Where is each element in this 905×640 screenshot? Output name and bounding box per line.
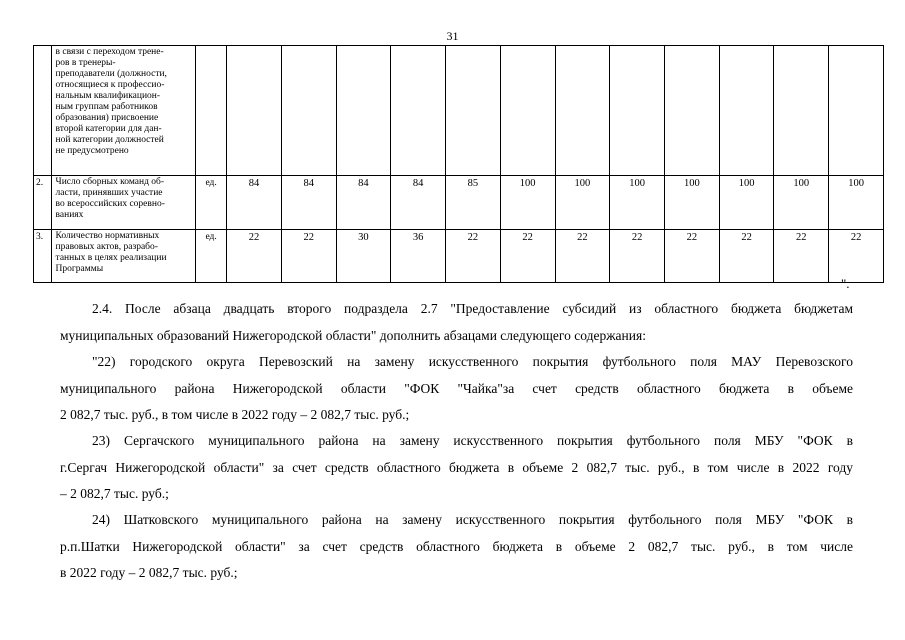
description-line: во всероссийских соревно-	[55, 199, 165, 209]
paragraph-line: г.Сергач Нижегородской области" за счет средств областного бюджета в объеме 2 082,7 тыс. руб., в том числе в 2022 году	[60, 459, 853, 475]
value-cell	[281, 46, 336, 176]
description-line: ров в тренеры-	[55, 58, 116, 68]
value-cell	[664, 46, 719, 176]
value-cell: 100	[719, 176, 774, 230]
value-cell: 22	[555, 230, 610, 283]
value-cell: 22	[227, 230, 282, 283]
table-row	[34, 176, 884, 230]
description-line: ной категории должностей	[55, 135, 164, 145]
row-index: 3.	[34, 230, 52, 283]
paragraph-item-22	[60, 349, 853, 429]
value-cell: 100	[829, 176, 884, 230]
unit-cell: ед.	[196, 176, 227, 230]
value-cell: 22	[829, 230, 884, 283]
indicator-description	[51, 230, 196, 283]
value-cell: 22	[774, 230, 829, 283]
description-line: Количество нормативных	[55, 231, 160, 241]
paragraph-2-4	[60, 296, 853, 349]
value-cell: 36	[391, 230, 446, 283]
value-cell: 22	[500, 230, 555, 283]
value-cell: 22	[446, 230, 501, 283]
paragraph-line: 24) Шатковского муниципального района на замену искусственного покрытия футбольного поля МБУ "ФОК в	[92, 512, 853, 527]
value-cell: 84	[281, 176, 336, 230]
closing-quote: ".	[841, 276, 850, 291]
paragraph-line: 2.4. После абзаца двадцать второго подраздела 2.7 "Предоставление субсидий из областного бюджета бюджетам	[92, 301, 853, 316]
description-line: второй категории для дан-	[55, 124, 162, 134]
value-cell	[336, 46, 391, 176]
description-line: относящиеся к профессио-	[55, 80, 165, 90]
paragraph-item-24	[60, 507, 853, 587]
description-line: ным группам работников	[55, 102, 158, 112]
description-line: нальным квалификацион-	[55, 91, 161, 101]
value-cell	[227, 46, 282, 176]
table-row	[34, 230, 884, 283]
value-cell	[610, 46, 665, 176]
page-number: 31	[446, 29, 459, 43]
value-cell: 85	[446, 176, 501, 230]
value-cell: 22	[719, 230, 774, 283]
paragraph-line: муниципальных образований Нижегородской области" дополнить абзацами следующего содержания:	[60, 327, 646, 343]
paragraph-line: "22) городского округа Перевозский на замену искусственного покрытия футбольного поля МАУ Перевозского	[92, 354, 853, 369]
paragraph-line: 23) Сергачского муниципального района на замену искусственного покрытия футбольного поля МБУ "ФОК в	[92, 433, 853, 448]
value-cell: 22	[610, 230, 665, 283]
row-index: 2.	[34, 176, 52, 230]
description-line: ваниях	[55, 210, 84, 220]
description-line: правовых актов, разрабо-	[55, 242, 158, 252]
value-cell: 84	[227, 176, 282, 230]
value-cell	[446, 46, 501, 176]
paragraph-line: муниципального района Нижегородской области "ФОК "Чайка"за счет средств областного бюджета в объеме	[60, 380, 853, 396]
value-cell: 100	[664, 176, 719, 230]
value-cell: 100	[500, 176, 555, 230]
description-line: не предусмотрено	[55, 146, 129, 156]
value-cell: 84	[391, 176, 446, 230]
description-line: в связи с переходом трене-	[55, 47, 164, 57]
value-cell	[719, 46, 774, 176]
unit-cell: ед.	[196, 230, 227, 283]
value-cell: 100	[774, 176, 829, 230]
description-line: Программы	[55, 264, 104, 274]
value-cell	[555, 46, 610, 176]
value-cell: 100	[610, 176, 665, 230]
description-line: танных в целях реализации	[55, 253, 167, 263]
value-cell: 22	[281, 230, 336, 283]
row-index	[34, 46, 52, 176]
description-line: преподаватели (должности,	[55, 69, 167, 79]
paragraph-line: в 2022 году – 2 082,7 тыс. руб.;	[60, 565, 238, 580]
value-cell: 22	[664, 230, 719, 283]
table-row	[34, 46, 884, 176]
value-cell: 30	[336, 230, 391, 283]
paragraph-line: р.п.Шатки Нижегородской области" за счет средств областного бюджета в объеме 2 082,7 тыс. руб., в том числе	[60, 538, 853, 554]
indicator-description	[51, 176, 196, 230]
description-line: ласти, принявших участие	[55, 188, 163, 198]
unit-cell	[196, 46, 227, 176]
value-cell: 84	[336, 176, 391, 230]
value-cell: 100	[555, 176, 610, 230]
paragraph-line: – 2 082,7 тыс. руб.;	[60, 486, 169, 501]
indicator-description	[51, 46, 196, 176]
value-cell	[391, 46, 446, 176]
description-line: образования) присвоение	[55, 113, 159, 123]
value-cell	[829, 46, 884, 176]
indicators-table	[33, 45, 884, 283]
paragraph-line: 2 082,7 тыс. руб., в том числе в 2022 году – 2 082,7 тыс. руб.;	[60, 407, 410, 422]
value-cell	[500, 46, 555, 176]
paragraph-item-23	[60, 428, 853, 508]
description-line: Число сборных команд об-	[55, 177, 165, 187]
value-cell	[774, 46, 829, 176]
